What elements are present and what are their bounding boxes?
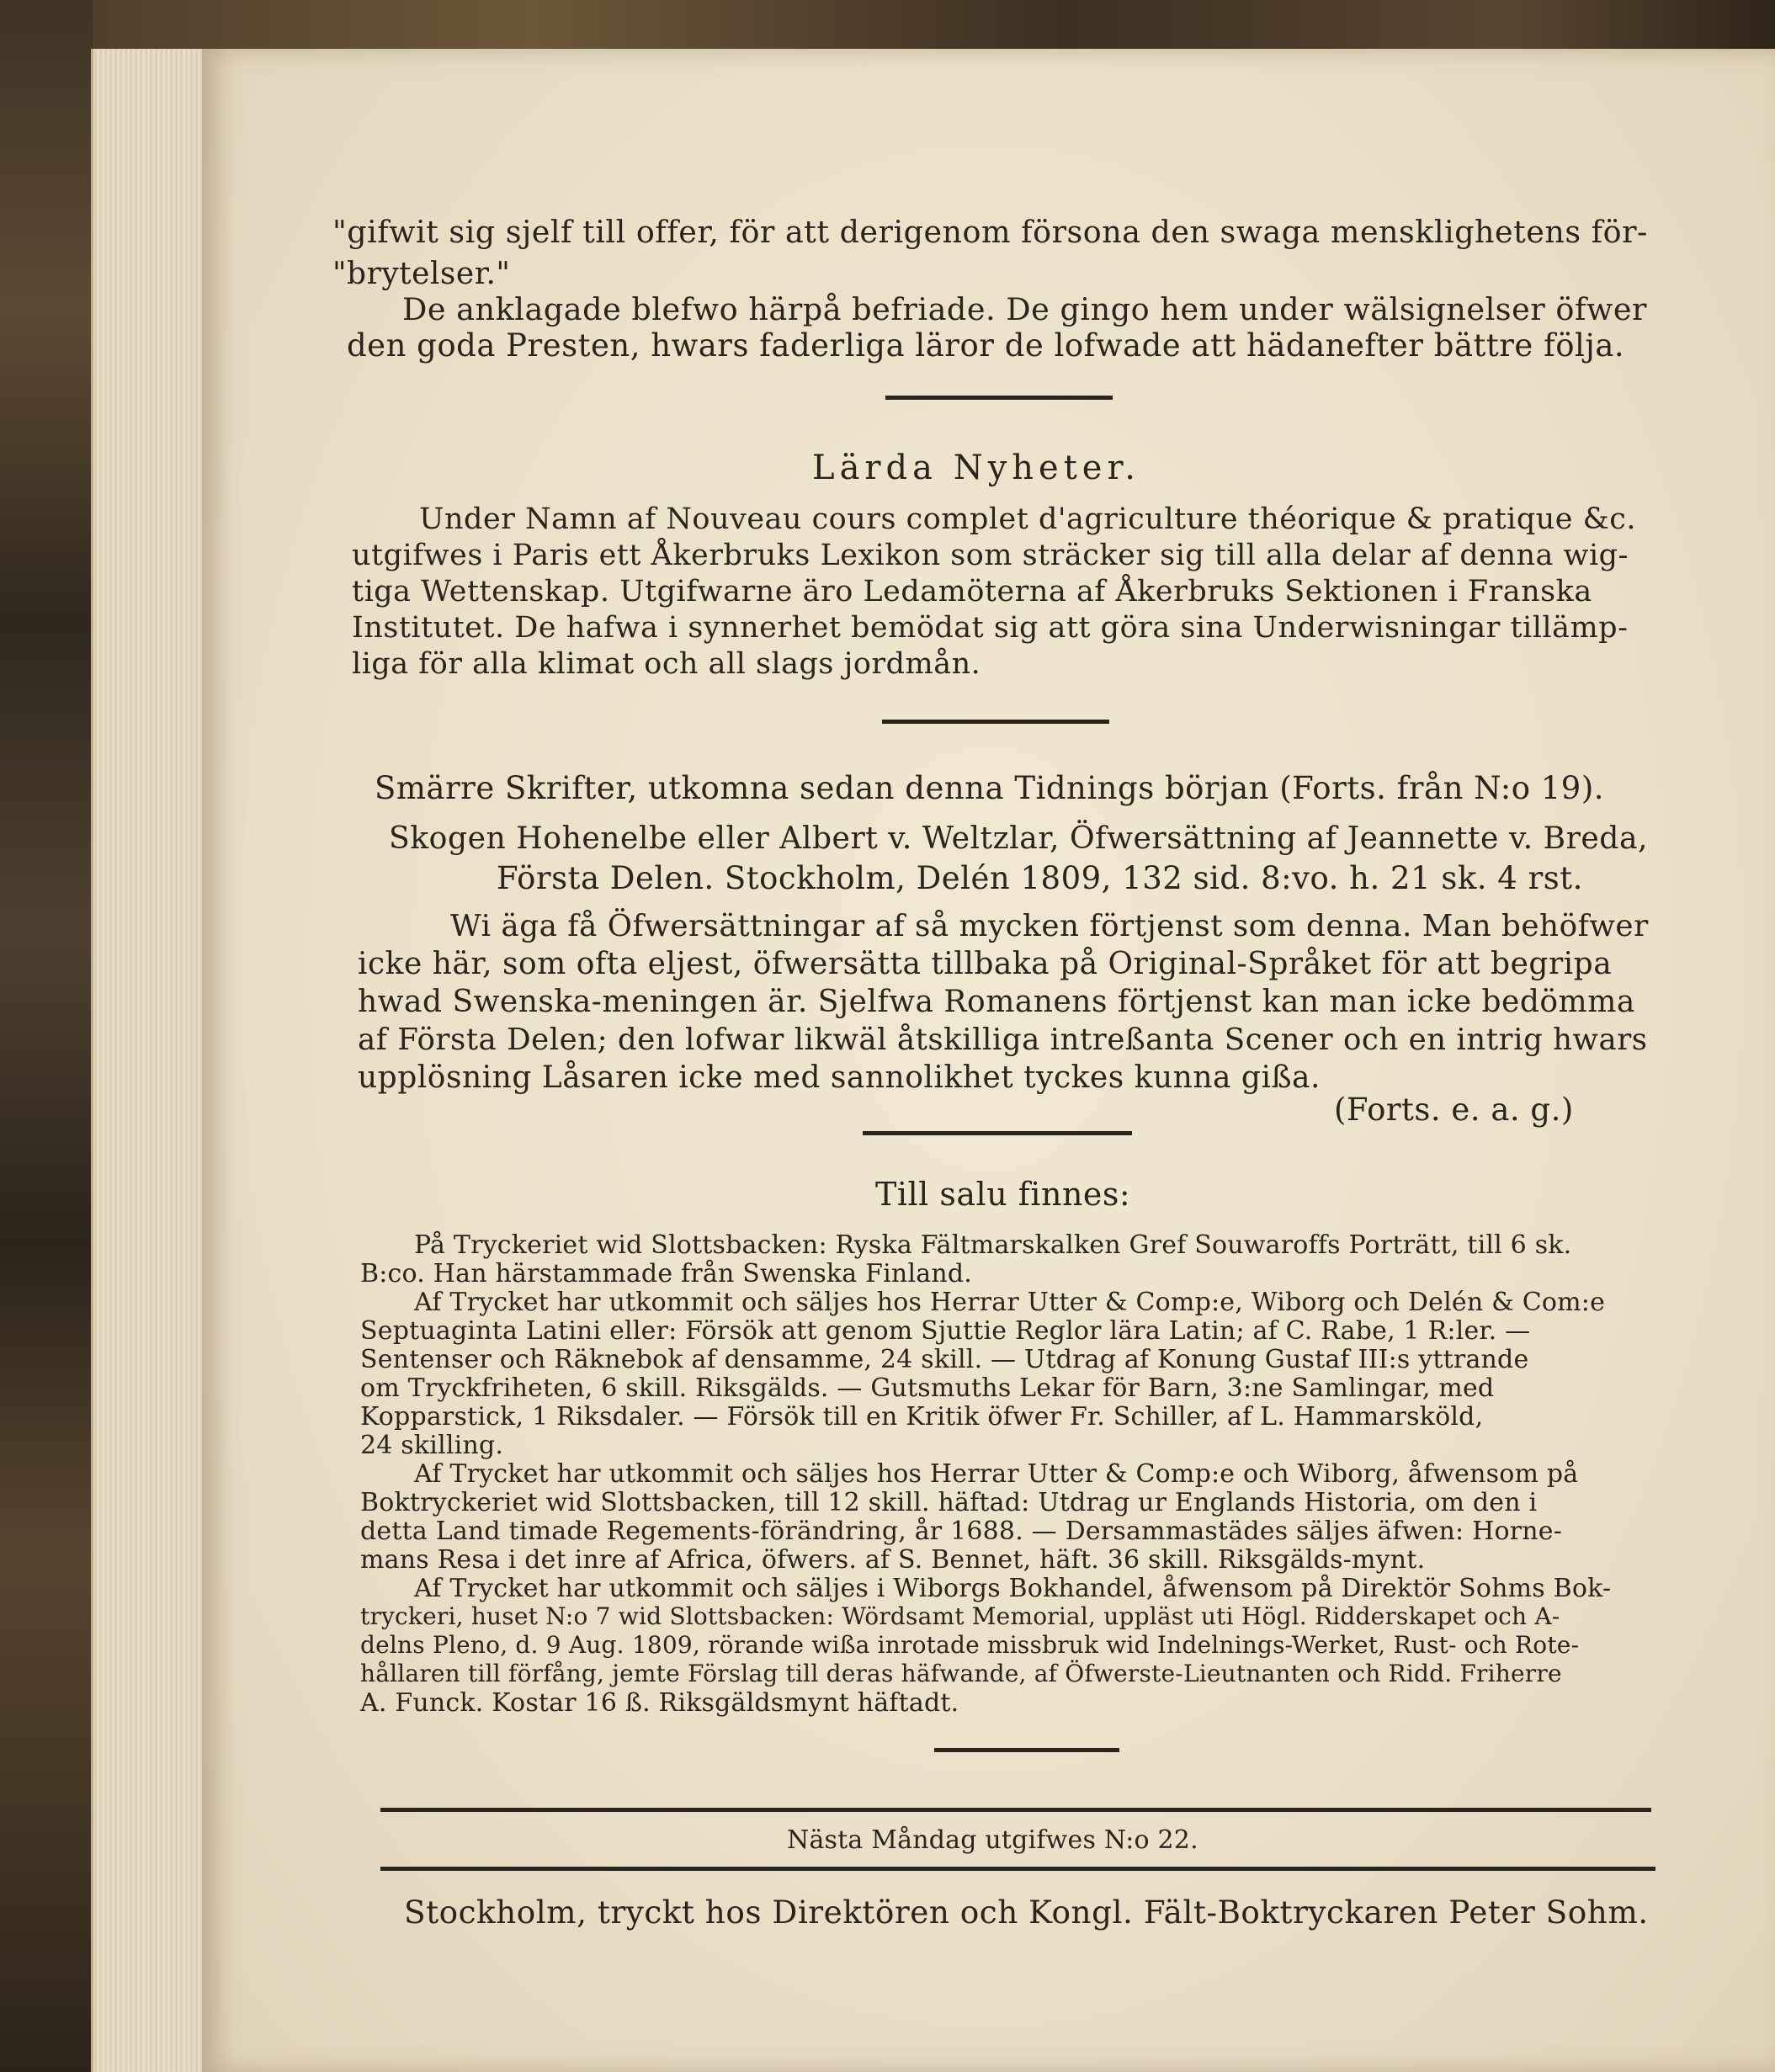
continued-note: (Forts. e. a. g.) (1334, 1092, 1574, 1128)
next-issue-note: Nästa Måndag utgifwes N:o 22. (787, 1825, 1198, 1855)
salu-line-4: Septuaginta Latini eller: Försök att genom Sjuttie Reglor lära Latin; af C. Rabe, 1 R:ler. — (360, 1316, 1531, 1346)
salu-line-5: Sentenser och Räknebok af densamme, 24 skill. — Utdrag af Konung Gustaf III:s yttrande (360, 1345, 1529, 1374)
footer-rule-bottom (380, 1867, 1655, 1871)
cover-top-edge (0, 0, 1775, 50)
larda-line-5: liga för alla klimat och all slags jordmån. (352, 647, 981, 681)
larda-line-3: tiga Wettenskap. Utgifwarne äro Ledamöterna af Åkerbruks Sektionen i Franska (352, 575, 1592, 608)
salu-line-11: detta Land timade Regements-förändring, år 1688. — Dersammastädes säljes äfwen: Horne- (360, 1517, 1563, 1546)
skrifter-line-2: icke här, som ofta eljest, öfwersätta tillbaka på Original-Språket för att begripa (358, 947, 1613, 981)
salu-line-17: A. Funck. Kostar 16 ß. Riksgäldsmynt häftadt. (360, 1688, 959, 1718)
salu-line-6: om Tryckfriheten, 6 skill. Riksgälds. — Gutsmuths Lekar för Barn, 3:ne Samlingar, med (360, 1373, 1495, 1403)
continuation-line-3: De anklagade blefwo härpå befriade. De gingo hem under wälsignelser öfwer (402, 291, 1648, 327)
page-edges (91, 49, 220, 2072)
larda-line-2: utgifwes i Paris ett Åkerbruks Lexikon som sträcker sig till alla delar af denna wig- (352, 539, 1629, 572)
salu-heading: Till salu finnes: (875, 1176, 1131, 1213)
continuation-line-1: "gifwit sig sjelf till offer, för att derigenom försona den swaga mensklighetens för- (332, 214, 1648, 250)
salu-line-13: Af Trycket har utkommit och säljes i Wiborgs Bokhandel, åfwensom på Direktör Sohms Bok- (414, 1574, 1612, 1603)
salu-line-3: Af Trycket har utkommit och säljes hos Herrar Utter & Comp:e, Wiborg och Delén & Com:e (414, 1288, 1606, 1317)
section-divider (934, 1748, 1119, 1752)
continuation-line-2: "brytelser." (332, 257, 511, 291)
skrifter-line-4: af Första Delen; den lofwar likwäl åtskilliga intreßanta Scener och en intrig hwars (358, 1023, 1648, 1057)
cover-spine (0, 0, 93, 2072)
salu-line-1: På Tryckeriet wid Slottsbacken: Ryska Fältmarskalken Gref Souwaroffs Porträtt, till 6 sk. (414, 1230, 1572, 1260)
salu-line-2: B:co. Han härstammade från Swenska Finland. (360, 1259, 972, 1288)
skrifter-line-5: upplösning Låsaren icke med sannolikhet tyckes kunna gißa. (358, 1060, 1321, 1095)
salu-line-15: delns Pleno, d. 9 Aug. 1809, rörande wißa inrotade missbruk wid Indelnings-Werket, Rust- och Rote- (360, 1631, 1580, 1659)
skrifter-title-line-2: Första Delen. Stockholm, Delén 1809, 132 sid. 8:vo. h. 21 sk. 4 rst. (497, 860, 1583, 896)
larda-line-4: Institutet. De hafwa i synnerhet bemödat sig att göra sina Underwisningar tillämp- (352, 611, 1629, 645)
skrifter-title-line-1: Skogen Hohenelbe eller Albert v. Weltzlar, Öfwersättning af Jeannette v. Breda, (389, 820, 1649, 856)
section-divider (882, 720, 1109, 724)
larda-heading: Lärda Nyheter. (812, 449, 1140, 487)
salu-line-8: 24 skilling. (360, 1431, 504, 1460)
section-divider (863, 1131, 1132, 1135)
skrifter-heading: Smärre Skrifter, utkomna sedan denna Tidnings början (Forts. från N:o 19). (375, 770, 1605, 806)
salu-line-7: Kopparstick, 1 Riksdaler. — Försök till en Kritik öfwer Fr. Schiller, af L. Hammarsköld, (360, 1402, 1484, 1432)
salu-line-9: Af Trycket har utkommit och säljes hos Herrar Utter & Comp:e och Wiborg, åfwensom på (414, 1459, 1579, 1489)
salu-line-16: hållaren till förfång, jemte Förslag till deras häfwande, af Öfwerste-Lieutnanten och Ridd. Friherre (360, 1660, 1562, 1687)
larda-line-1: Under Namn af Nouveau cours complet d'agriculture théorique & pratique &c. (419, 502, 1637, 536)
skrifter-line-3: hwad Swenska-meningen är. Sjelfwa Romanens förtjenst kan man icke bedömma (358, 985, 1635, 1019)
continuation-line-4: den goda Presten, hwars faderliga läror de lofwade att hädanefter bättre följa. (347, 327, 1625, 364)
salu-line-14: tryckeri, huset N:o 7 wid Slottsbacken: Wördsamt Memorial, uppläst uti Högl. Ridderskapet och A- (360, 1602, 1560, 1630)
skrifter-line-1: Wi äga få Öfwersättningar af så mycken förtjenst som denna. Man behöfwer (450, 909, 1649, 943)
salu-line-10: Boktryckeriet wid Slottsbacken, till 12 skill. häftad: Utdrag ur Englands Historia, om den i (360, 1488, 1538, 1517)
imprint: Stockholm, tryckt hos Direktören och Kongl. Fält-Boktryckaren Peter Sohm. (404, 1894, 1649, 1931)
footer-rule-top (380, 1808, 1651, 1812)
salu-line-12: mans Resa i det inre af Africa, öfwers. af S. Bennet, häft. 36 skill. Riksgälds-mynt. (360, 1545, 1426, 1575)
section-divider (885, 396, 1113, 400)
